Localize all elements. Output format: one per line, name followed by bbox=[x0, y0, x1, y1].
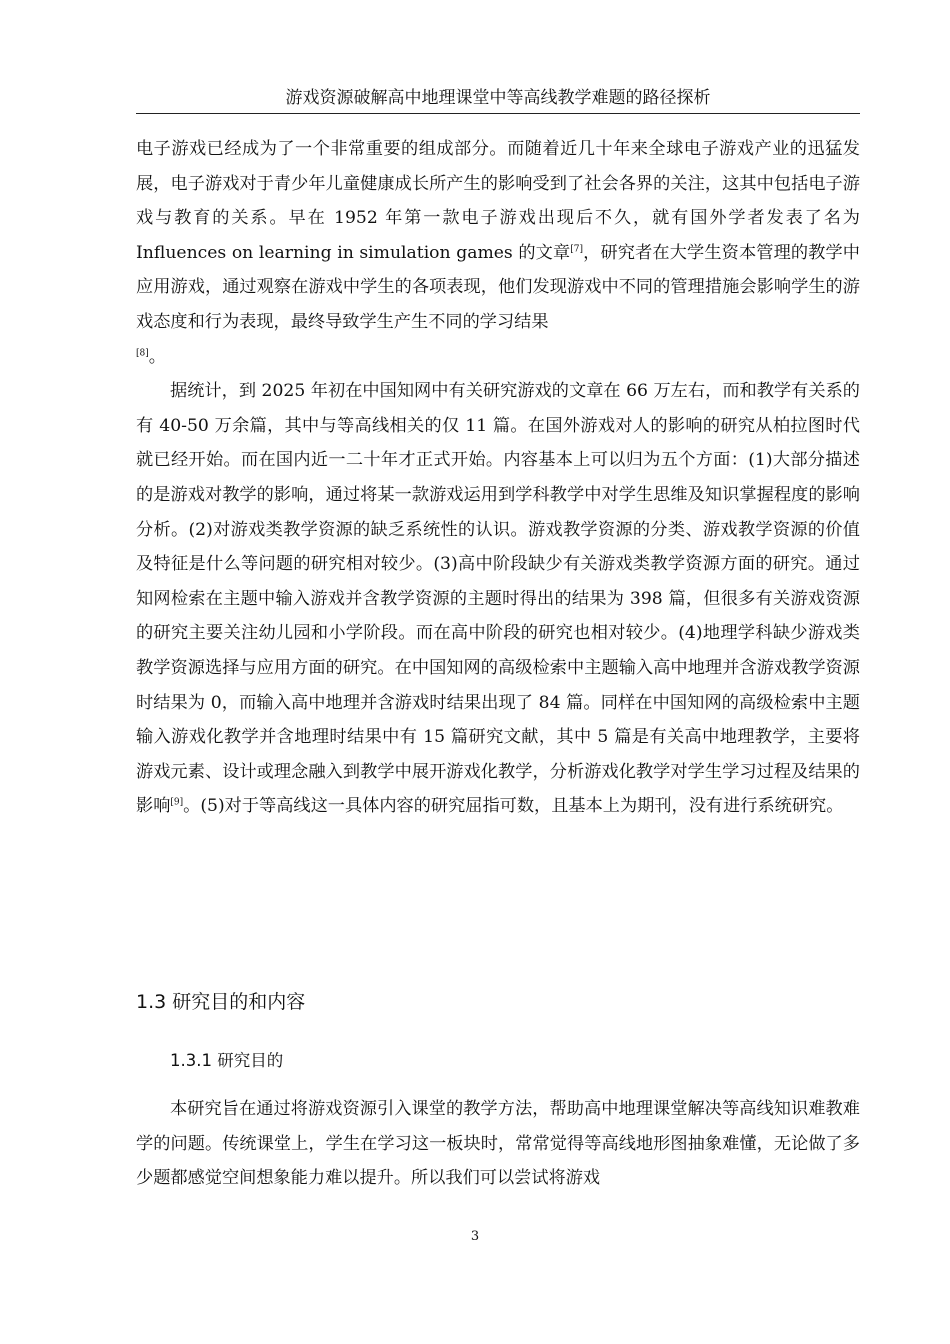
paragraph-3: 本研究旨在通过将游戏资源引入课堂的教学方法，帮助高中地理课堂解决等高线知识难教难学的问题。传统课堂上，学生在学习这一板块时，常常觉得等高线地形图抽象难懂，无论做了多少题都感觉空间想象能力难以提升。所以我们可以尝试将游戏 bbox=[136, 1099, 860, 1189]
citation-8: [8] bbox=[136, 347, 149, 358]
paragraph-1-text: 电子游戏已经成为了一个非常重要的组成部分。而随着近几十年来全球电子游戏产业的迅猛发展，电子游戏对于青少年儿童健康成长所产生的影响受到了社会各界的关注，这其中包括电子游戏与教育的关系。早在 1952 年第一款电子游戏出现后不久，就有国外学者发表了名为 Influences on learning in simulation games 的文章 bbox=[136, 139, 860, 263]
paragraph-2-text: 据统计，到 2025 年初在中国知网中有关研究游戏的文章在 66 万左右，而和教学有关系的有 40-50 万余篇，其中与等高线相关的仅 11 篇。在国外游戏对人的影响的研究从柏拉图时代就已经开始。而在国内近一二十年才正式开始。内容基本上可以归为五个方面：(1)大部分描述的是游戏对教学的影响，通过将某一款游戏运用到学科教学中对学生思维及知识掌握程度的影响分析。(2)对游戏类教学资源的缺乏系统性的认识。游戏教学资源的分类、游戏教学资源的价值及特征是什么等问题的研究相对较少。(3)高中阶段缺少有关游戏类教学资源方面的研究。通过知网检索在主题中输入游戏并含教学资源的主题时得出的结果为 398 篇，但很多有关游戏资源的研究主要关注幼儿园和小学阶段。而在高中阶段的研究也相对较少。(4)地理学科缺少游戏类教学资源选择与应用方面的研究。在中国知网的高级检索中主题输入高中地理并含游戏教学资源时结果为 0，而输入高中地理并含游戏时结果出现了 84 篇。同样在中国知网的高级检索中主题输入游戏化教学并含地理时结果中有 15 篇研究文献，其中 5 篇是有关高中地理教学，主要将游戏元素、设计或理念融入到教学中展开游戏化教学，分析游戏化教学对学生学习过程及结果的影响 bbox=[136, 381, 860, 817]
running-header: 游戏资源破解高中地理课堂中等高线教学难题的路径探析 bbox=[136, 86, 860, 114]
body-block-1 bbox=[136, 132, 860, 824]
paragraph-2 bbox=[136, 374, 860, 824]
body-block-2 bbox=[136, 1092, 860, 1196]
section-heading: 1.3 研究目的和内容 bbox=[136, 991, 306, 1013]
paragraph-1-text-cont: ，研究者在大学生资本管理的教学中应用游戏，通过观察在游戏中学生的各项表现，他们发现游戏中不同的管理措施会影响学生的游戏态度和行为表现，最终导致学生产生不同的学习结果 bbox=[136, 242, 860, 332]
paragraph-1 bbox=[136, 132, 860, 374]
paragraph-2-text-cont: 。(5)对于等高线这一具体内容的研究屈指可数，且基本上为期刊，没有进行系统研究。 bbox=[183, 796, 844, 817]
paragraph-1-end: 。 bbox=[148, 346, 166, 367]
citation-7: [7] bbox=[570, 244, 584, 255]
subsection-heading: 1.3.1 研究目的 bbox=[170, 1051, 284, 1070]
citation-9: [9] bbox=[170, 797, 184, 808]
page-number: 3 bbox=[470, 1229, 480, 1244]
